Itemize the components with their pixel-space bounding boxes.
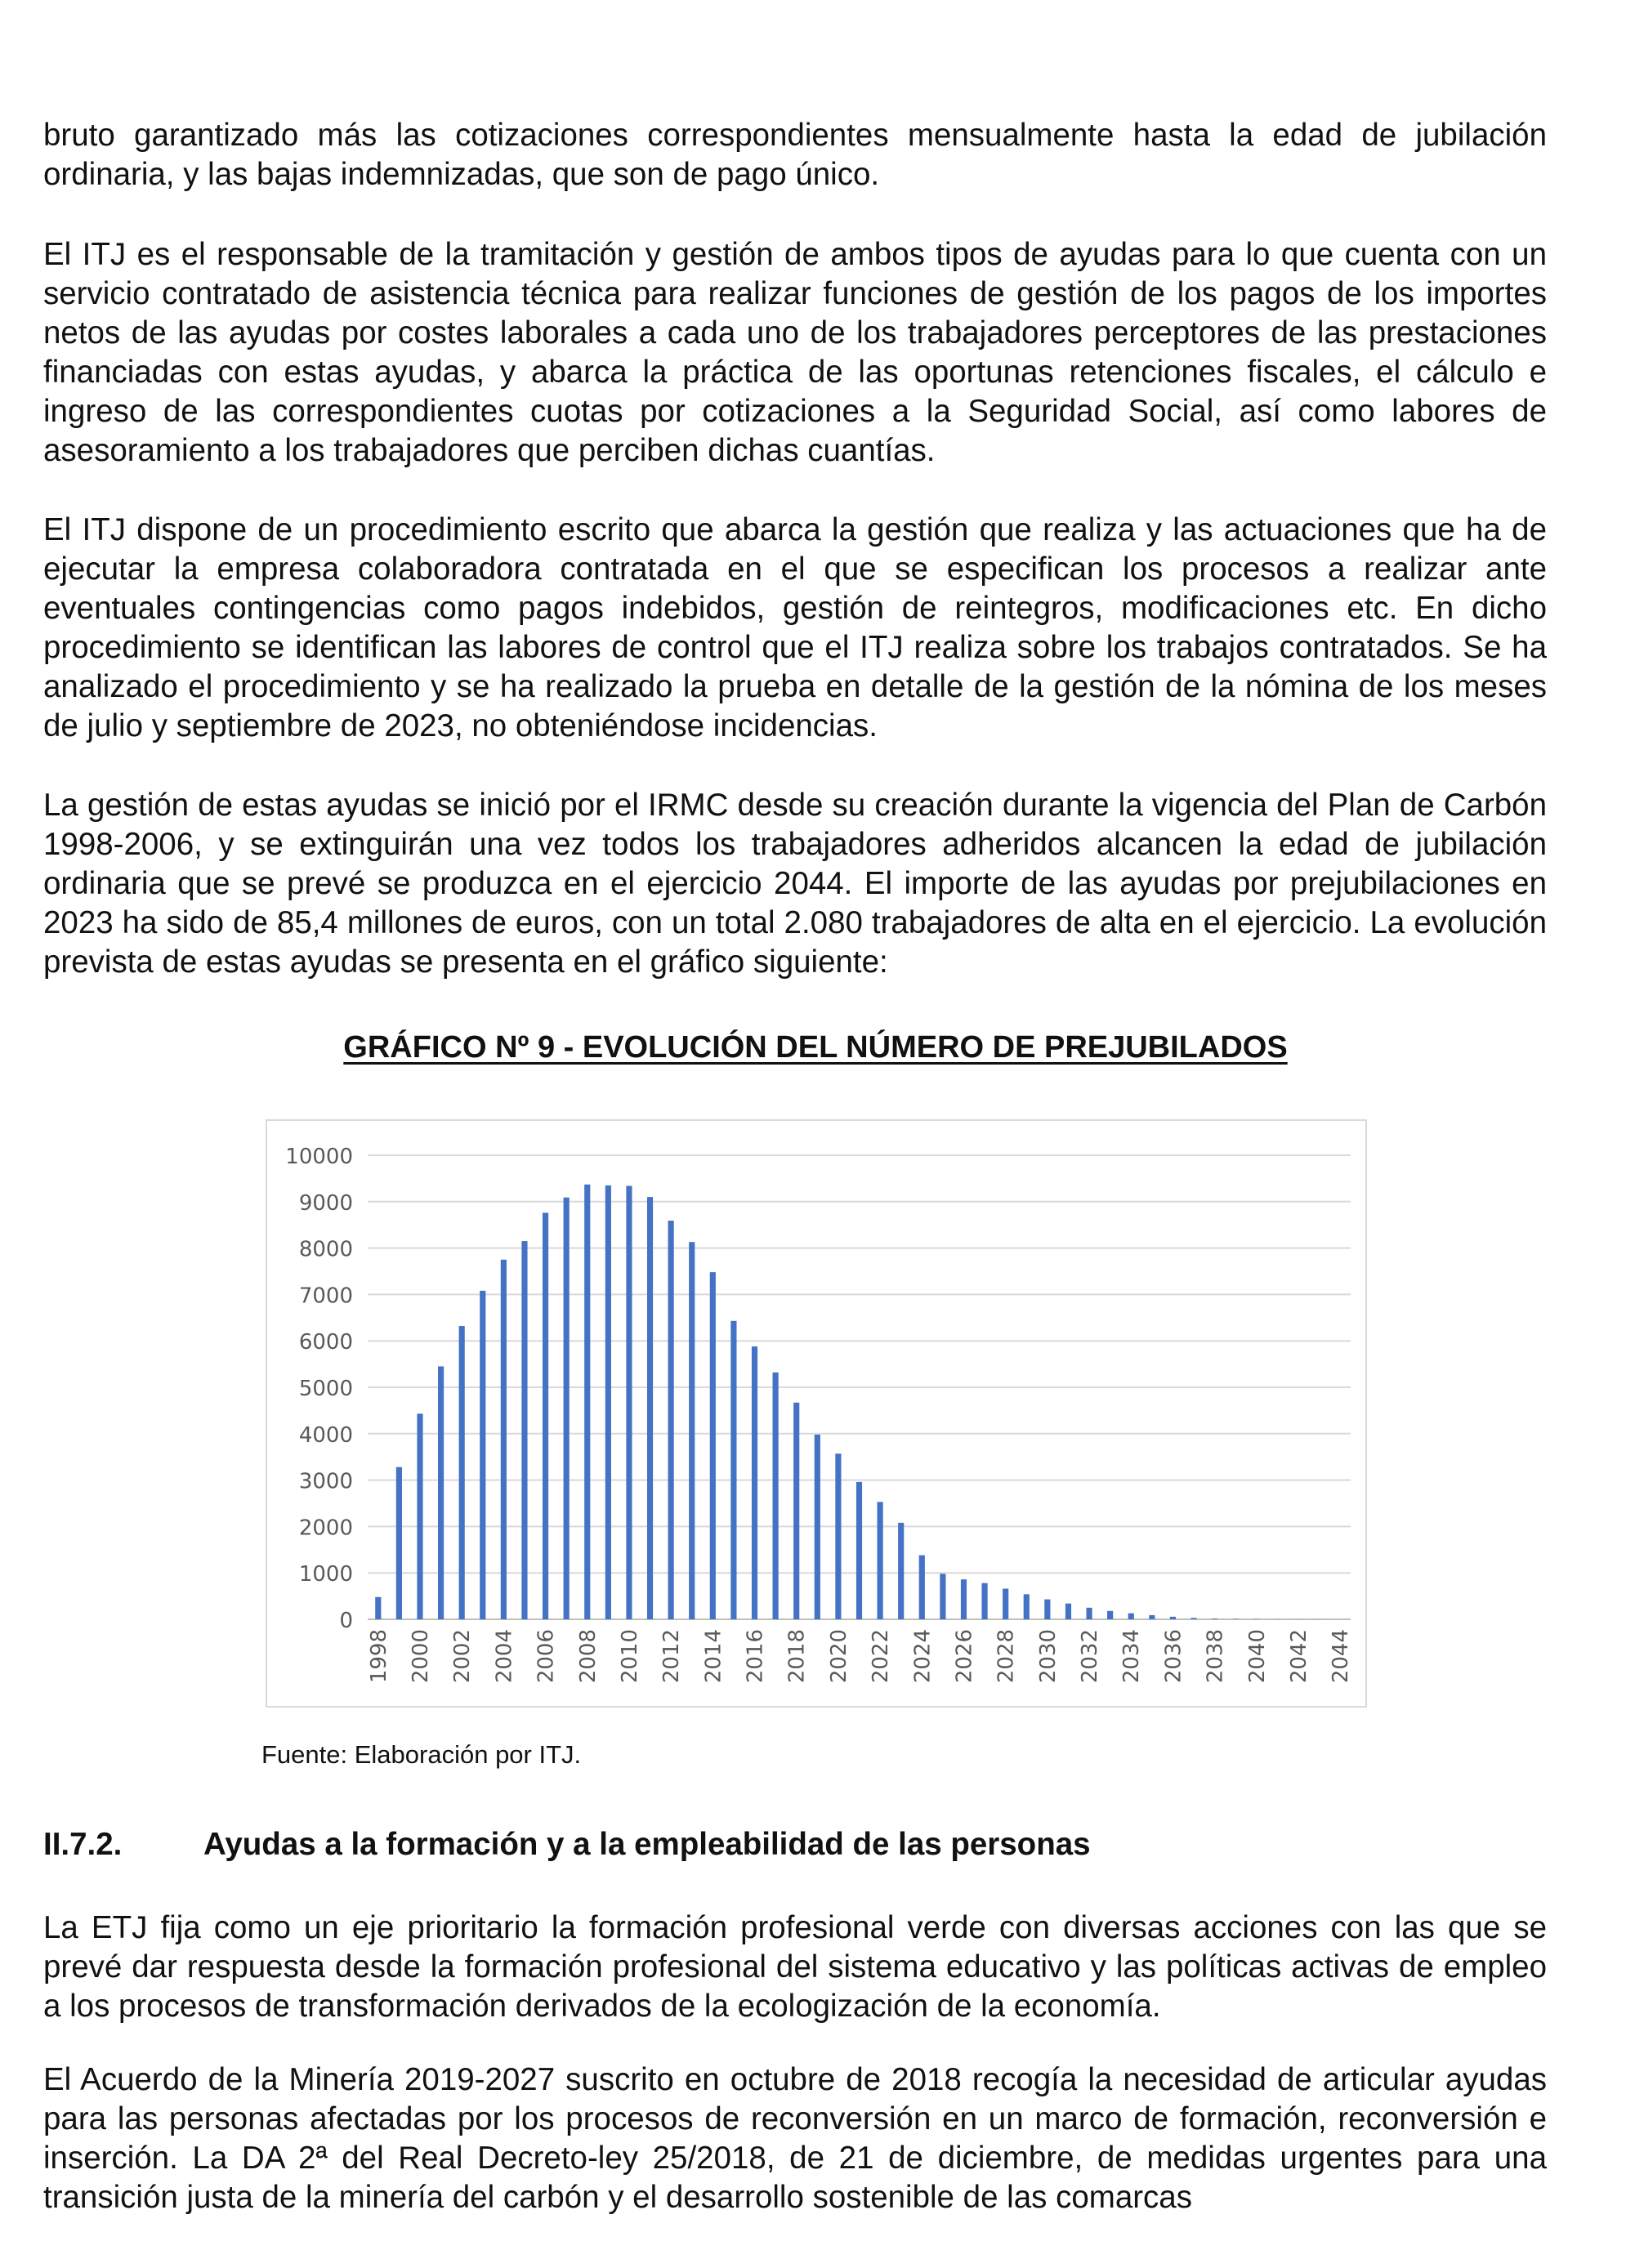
bar-2038: [1212, 1618, 1217, 1619]
x-tick-label: 2024: [910, 1629, 936, 1684]
bar-2013: [689, 1242, 695, 1619]
bar-2009: [605, 1185, 611, 1619]
y-tick-label: 10000: [285, 1145, 353, 1169]
bar-2018: [793, 1403, 799, 1619]
x-tick-label: 2010: [617, 1629, 642, 1684]
bar-2008: [584, 1185, 590, 1619]
paragraph-6: El Acuerdo de la Minería 2019-2027 suscrito en octubre de 2018 recogía la necesidad de articular ayudas para las personas afectadas por los procesos de reconversión en un marco de formación, reconversión e inserción. La DA 2ª del Real Decreto-ley 25/2018, de 21 de diciembre, de medidas urgentes para una transición justa de la minería del carbón y el desarrollo sostenible de las comarcas: [43, 2062, 1547, 2215]
x-tick-label: 2016: [743, 1629, 768, 1684]
bar-2005: [521, 1241, 527, 1619]
y-tick-label: 9000: [298, 1190, 353, 1216]
bar-2010: [626, 1185, 632, 1619]
bar-2028: [1003, 1589, 1008, 1619]
bar-2020: [835, 1453, 841, 1619]
bar-2032: [1086, 1608, 1092, 1619]
y-tick-label: 8000: [298, 1237, 353, 1262]
y-tick-label: 6000: [298, 1330, 353, 1355]
x-tick-label: 2030: [1035, 1629, 1061, 1684]
x-tick-label: 2012: [659, 1629, 685, 1684]
x-tick-label: 2042: [1287, 1629, 1312, 1684]
bar-1998: [375, 1597, 381, 1619]
bar-2033: [1107, 1611, 1113, 1619]
bar-2036: [1170, 1617, 1176, 1619]
figure-title: GRÁFICO Nº 9 - EVOLUCIÓN DEL NÚMERO DE PREJUBILADOS: [343, 1030, 1288, 1065]
x-tick-label: 2040: [1244, 1629, 1270, 1684]
bar-2017: [773, 1373, 779, 1619]
bar-2023: [898, 1523, 904, 1619]
x-tick-label: 2002: [450, 1629, 476, 1684]
bar-2027: [981, 1583, 987, 1619]
x-tick-label: 2000: [408, 1629, 433, 1684]
x-tick-label: 2006: [534, 1629, 559, 1684]
x-tick-label: 2038: [1203, 1629, 1228, 1684]
x-tick-label: 2014: [701, 1629, 726, 1684]
bar-2007: [564, 1198, 570, 1619]
bar-2031: [1065, 1604, 1071, 1619]
x-tick-label: 2044: [1329, 1629, 1354, 1684]
bar-2006: [543, 1212, 548, 1619]
x-tick-label: 2028: [994, 1629, 1019, 1684]
bar-2021: [856, 1482, 862, 1619]
bar-2025: [940, 1574, 945, 1619]
bar-2019: [815, 1435, 820, 1619]
x-tick-label: 2008: [575, 1629, 601, 1684]
x-tick-label: 2034: [1119, 1629, 1145, 1684]
bar-2002: [459, 1326, 465, 1619]
bar-2011: [647, 1197, 653, 1619]
bar-2014: [710, 1272, 716, 1619]
x-tick-label: 2026: [952, 1629, 977, 1684]
bar-2035: [1149, 1615, 1155, 1619]
bar-1999: [396, 1467, 402, 1619]
bar-2004: [501, 1260, 507, 1619]
bar-2030: [1044, 1600, 1050, 1619]
bar-2012: [668, 1221, 674, 1619]
figure-source: Fuente: Elaboración por ITJ.: [261, 1740, 582, 1769]
section-number: II.7.2.: [43, 1827, 123, 1862]
bar-2003: [480, 1291, 485, 1619]
bar-2034: [1128, 1614, 1134, 1619]
chart-container: [266, 1119, 1367, 1708]
bar-2001: [438, 1366, 444, 1619]
x-tick-label: 2004: [492, 1629, 517, 1684]
bar-2015: [730, 1321, 736, 1619]
bar-2029: [1024, 1594, 1030, 1619]
bar-2037: [1191, 1618, 1196, 1619]
x-tick-label: 2032: [1078, 1629, 1103, 1684]
prejubilados-bar-chart: [267, 1121, 1365, 1706]
bar-2016: [752, 1346, 757, 1619]
y-tick-label: 0: [339, 1609, 353, 1633]
paragraph-1: bruto garantizado más las cotizaciones correspondientes mensualmente hasta la edad de jubilación ordinaria, y las bajas indemnizadas, que son de pago único.: [43, 118, 1547, 192]
section-heading: [43, 1827, 1547, 1863]
y-tick-label: 2000: [298, 1516, 353, 1541]
paragraph-4: La gestión de estas ayudas se inició por el IRMC desde su creación durante la vigencia del Plan de Carbón 1998-2006, y se extinguirán una vez todos los trabajadores adheridos alcancen la edad de jubilación ordinaria que se prevé se produzca en el ejercicio 2044. El importe de las ayudas por prejubilaciones en 2023 ha sido de 85,4 millones de euros, con un total 2.080 trabajadores de alta en el ejercicio. La evolución prevista de estas ayudas se presenta en el gráfico siguiente:: [43, 788, 1547, 980]
bar-2024: [919, 1556, 925, 1619]
bar-2026: [961, 1579, 967, 1619]
x-tick-label: 2018: [784, 1629, 810, 1684]
section-title: Ayudas a la formación y a la empleabilidad de las personas: [203, 1827, 1091, 1862]
y-tick-label: 5000: [298, 1377, 353, 1401]
paragraph-5: La ETJ fija como un eje prioritario la formación profesional verde con diversas acciones con las que se prevé dar respuesta desde la formación profesional del sistema educativo y las políticas activas de empleo a los procesos de transformación derivados de la ecologización de la economía.: [43, 1910, 1547, 2024]
x-tick-label: 1998: [366, 1629, 391, 1684]
x-tick-label: 2022: [869, 1629, 894, 1684]
y-tick-label: 7000: [298, 1284, 353, 1309]
bar-2000: [417, 1413, 422, 1619]
bar-2022: [878, 1502, 883, 1619]
y-tick-label: 3000: [298, 1469, 353, 1494]
x-tick-label: 2020: [826, 1629, 851, 1684]
paragraph-3: El ITJ dispone de un procedimiento escrito que abarca la gestión que realiza y las actuaciones que ha de ejecutar la empresa colaboradora contratada en el que se especifican los procesos a realizar ante eventuales contingencias como pagos indebidos, gestión de reintegros, modificaciones etc. En dicho procedimiento se identifican las labores de control que el ITJ realiza sobre los trabajos contratados. Se ha analizado el procedimiento y se ha realizado la prueba en detalle de la gestión de la nómina de los meses de julio y septiembre de 2023, no obteniéndose incidencias.: [43, 512, 1547, 743]
y-tick-label: 4000: [298, 1422, 353, 1448]
x-tick-label: 2036: [1161, 1629, 1186, 1684]
paragraph-2: El ITJ es el responsable de la tramitación y gestión de ambos tipos de ayudas para lo que cuenta con un servicio contratado de asistencia técnica para realizar funciones de gestión de los pagos de los importes netos de las ayudas por costes laborales a cada uno de los trabajadores perceptores de las prestaciones financiadas con estas ayudas, y abarca la práctica de las oportunas retenciones fiscales, el cálculo e ingreso de las correspondientes cuotas por cotizaciones a la Seguridad Social, así como labores de asesoramiento a los trabajadores que perciben dichas cuantías.: [43, 237, 1547, 468]
y-tick-label: 1000: [298, 1562, 353, 1587]
